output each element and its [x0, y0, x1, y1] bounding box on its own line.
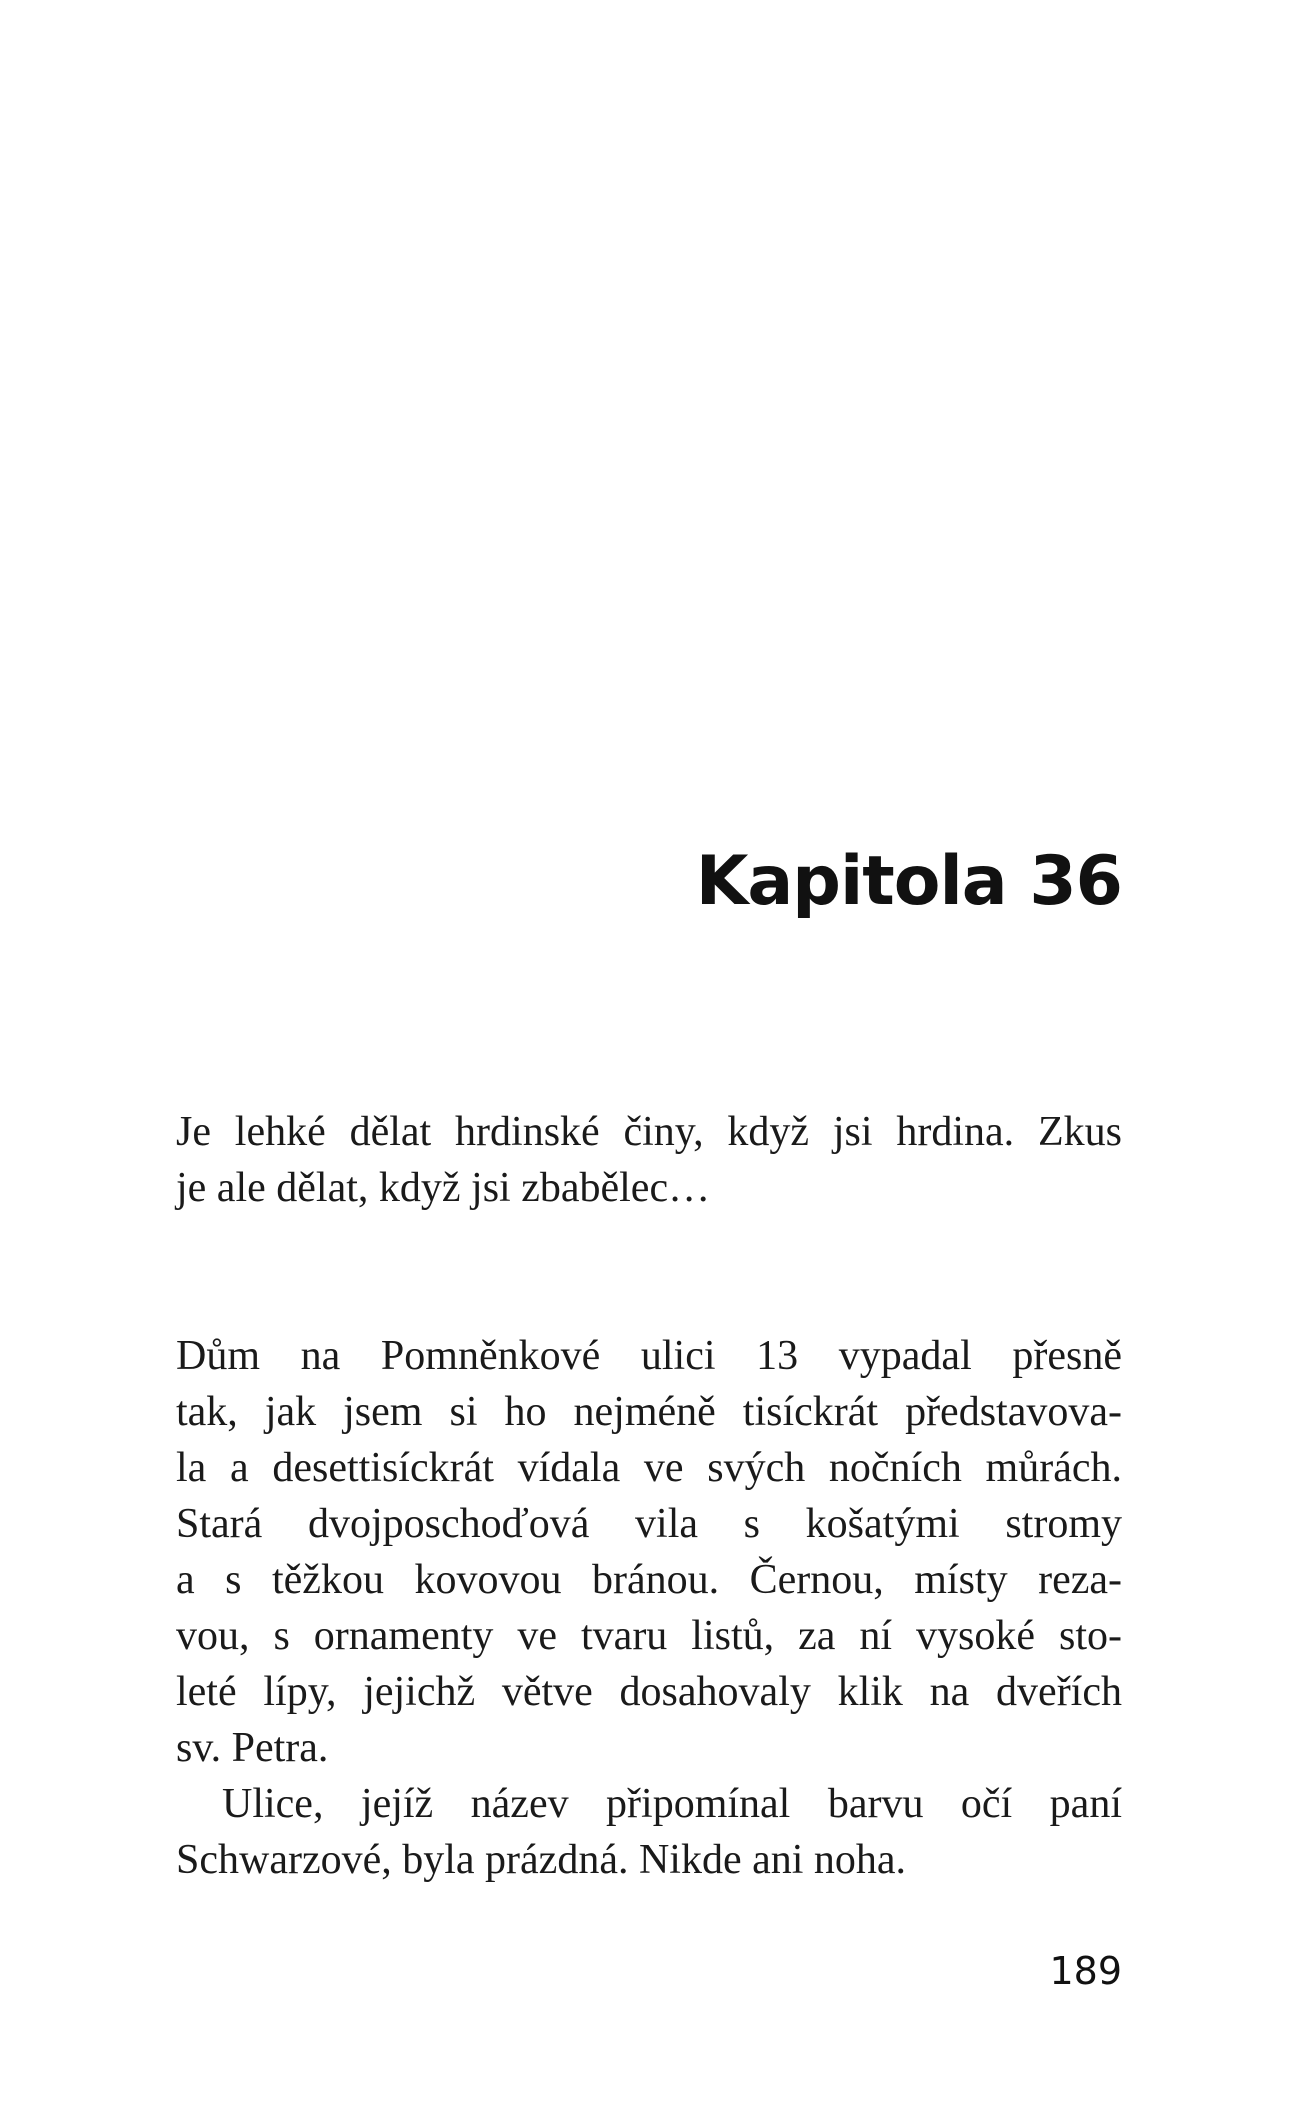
paragraph-line: a s těžkou kovovou bránou. Černou, místy reza- — [176, 1557, 1122, 1603]
paragraph-line: sv. Petra. — [176, 1725, 329, 1771]
body-text — [176, 1328, 1122, 1888]
paragraph-line: la a desettisíckrát vídala ve svých nočních můrách. — [176, 1445, 1122, 1491]
paragraph-line: Ulice, jejíž název připomínal barvu očí paní — [222, 1781, 1122, 1827]
epigraph-line: Je lehké dělat hrdinské činy, když jsi hrdina. Zkus — [176, 1109, 1122, 1155]
epigraph-line: je ale dělat, když jsi zbabělec… — [176, 1165, 711, 1211]
page-number: 189 — [1049, 1949, 1122, 1993]
paragraph-line: leté lípy, jejichž větve dosahovaly klik na dveřích — [176, 1669, 1122, 1715]
paragraph-line: vou, s ornamenty ve tvaru listů, za ní vysoké sto- — [176, 1613, 1122, 1659]
chapter-title: Kapitola 36 — [695, 842, 1122, 921]
paragraph-line: Dům na Pomněnkové ulici 13 vypadal přesně — [176, 1333, 1122, 1379]
paragraph-line: Stará dvojposchoďová vila s košatými stromy — [176, 1501, 1122, 1547]
paragraph-line: Schwarzové, byla prázdná. Nikde ani noha. — [176, 1837, 907, 1883]
epigraph — [176, 1104, 1122, 1216]
paragraph-line: tak, jak jsem si ho nejméně tisíckrát představova- — [176, 1389, 1122, 1435]
